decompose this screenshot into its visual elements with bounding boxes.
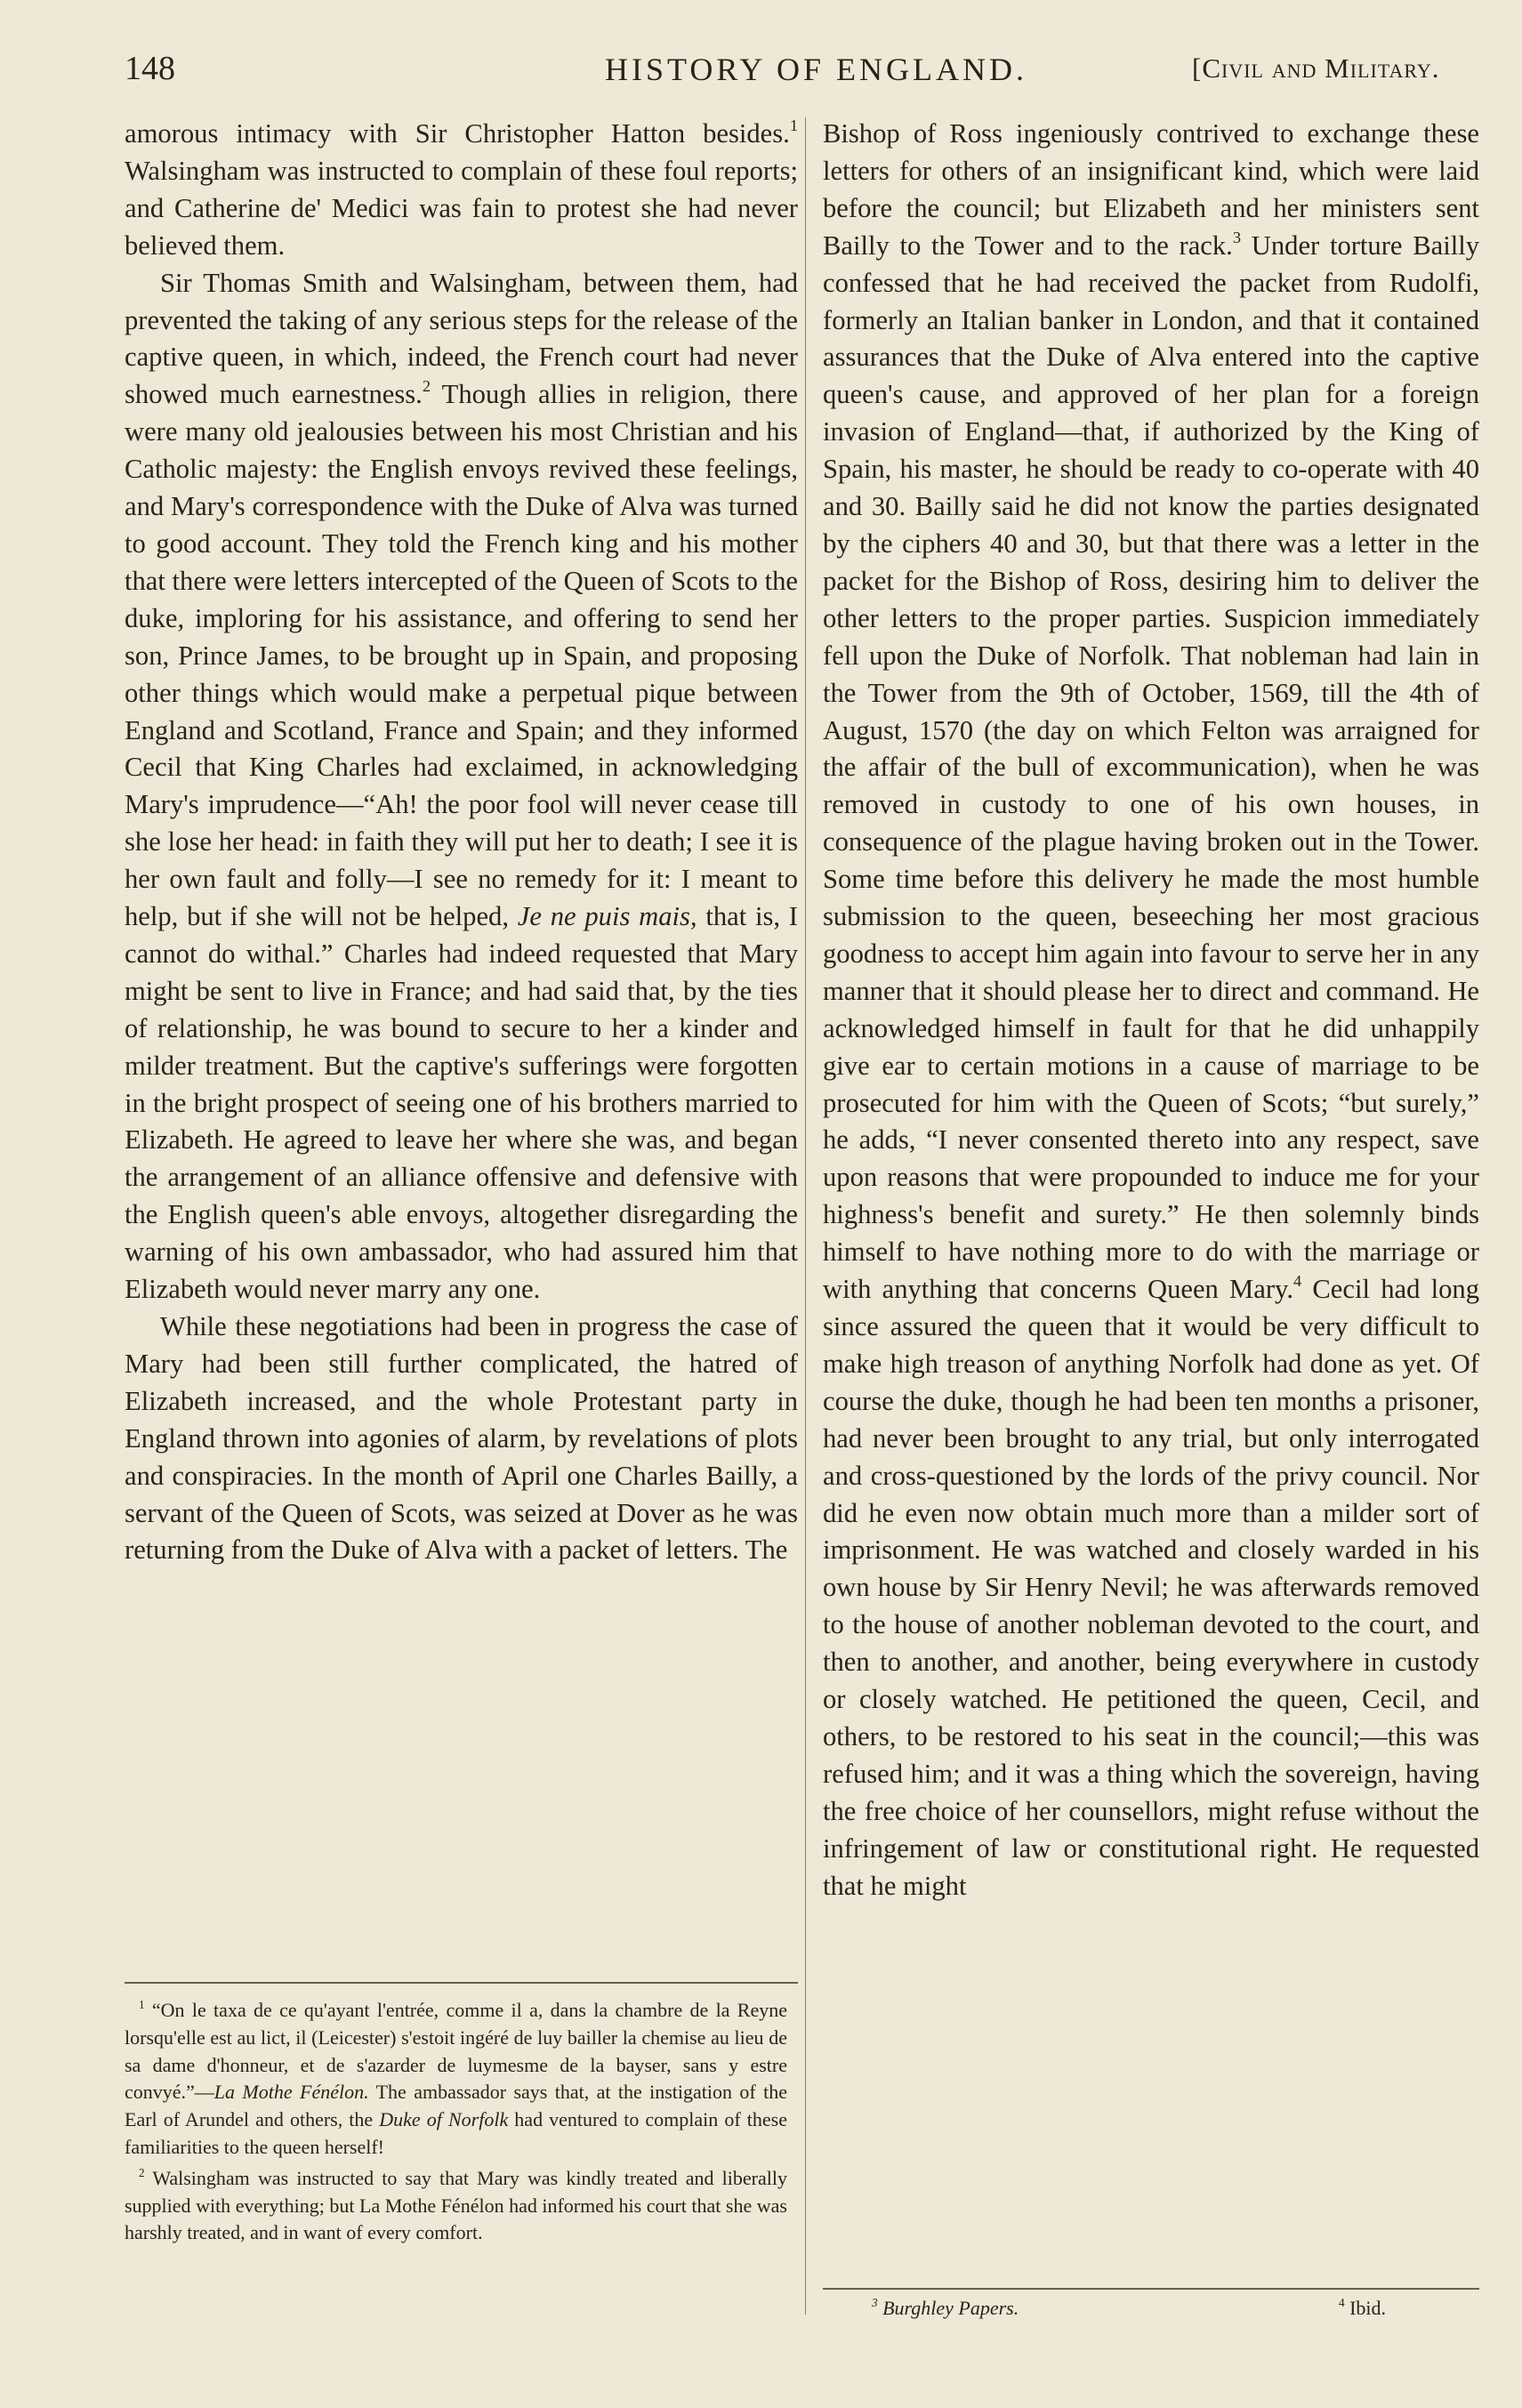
footnote-ref-4[interactable]: 4	[1292, 1272, 1302, 1291]
footnote-3: $^3$ Burghley Papers.	[872, 2295, 1019, 2319]
footnote-1: $^1$ “On le taxa de ce qu'ayant l'entrée, comme il a, dans la chambre de la Reyne lorsqu'elle est au lict, il (Leicester) s'estoit ingéré de luy bailler la chemise au lieu de sa dame d'honneur, et de s'azarder de luymesme de la bayser, sans y estre convyé.”—La Mothe Fénélon. The ambassador says that, at the instigation of the Earl of Arundel and others, the Duke of Norfolk had ventured to complain of these familiarities to the queen herself!	[125, 1997, 787, 2158]
footnote-rule-left	[125, 1982, 798, 1984]
footnote-ref-2[interactable]: 2	[422, 377, 431, 396]
right-paragraph-1: Bishop of Ross ingeniously contrived to exchange these letters for others of an insignificant kind, which were laid before the council; but Elizabeth and her ministers sent Bailly to the Tower and to the rack.$^3$ Under torture Bailly confessed that he had received the packet from Rudolfi, formerly an Italian banker in London, and that it contained assurances that the Duke of Alva entered into the captive queen's cause, and approved of her plan for a foreign invasion of England—that, if authorized by the King of Spain, his master, he should be ready to co-operate with 40 and 30. Bailly said he did not know the parties designated by the ciphers 40 and 30, but that there was a letter in the packet for the Bishop of Ross, desiring him to deliver the other letters to the proper parties. Suspicion immediately fell upon the Duke of Norfolk. That nobleman had lain in the Tower from the 9th of October, 1569, till the 4th of August, 1570 (the day on which Felton was arraigned for the affair of the bull of excommunication), when he was removed in custody to one of his own houses, in consequence of the plague having broken out in the Tower. Some time before this delivery he made the most humble submission to the queen, beseeching her most gracious goodness to accept him again into favour to serve her in any manner that it should please her to direct and command. He acknowledged himself in fault for that he did unhappily give ear to certain motions in a cause of marriage to be prosecuted for him with the Queen of Scots; “but surely,” he adds, “I never consented thereto into any respect, save upon reasons that were propounded to induce me for your highness's benefit and surety.” He then solemnly binds himself to have nothing more to do with the marriage or with anything that concerns Queen Mary.$^4$ Cecil had long since assured the queen that it would be very difficult to make high treason of anything Norfolk had done as yet. Of course the duke, though he had been ten months a prisoner, had never been brought to any trial, but only interrogated and cross-questioned by the lords of the privy council. Nor did he even now obtain much more than a milder sort of imprisonment. He was watched and closely warded in his own house by Sir Henry Nevil; he was afterwards removed to the house of another nobleman devoted to the court, and then to another, and another, being everywhere in custody or closely watched. He petitioned the queen, Cecil, and others, to be restored to his seat in the council;—this was refused him; and it was a thing which the sovereign, having the free choice of her counsellors, might refuse without the infringement of law or constitutional right. He requested that he might	[823, 118, 1479, 1901]
left-column	[125, 116, 798, 1569]
running-title: HISTORY OF ENGLAND.	[605, 52, 1028, 87]
section-heading: [Civil and Military.	[1192, 52, 1440, 84]
footnotes-left	[125, 1997, 787, 2251]
left-paragraph-2: Sir Thomas Smith and Walsingham, between them, had prevented the taking of any serious steps for the release of the captive queen, in which, indeed, the French court had never showed much earnestness.$^2$ Though allies in religion, there were many old jealousies between his most Christian and his Catholic majesty: the English envoys revived these feelings, and Mary's correspondence with the Duke of Alva was turned to good account. They told the French king and his mother that there were letters intercepted of the Queen of Scots to the duke, imploring for his assistance, and offering to send her son, Prince James, to be brought up in Spain, and proposing other things which would make a perpetual pique between England and Scotland, France and Spain; and they informed Cecil that King Charles had exclaimed, in acknowledging Mary's imprudence—“Ah! the poor fool will never cease till she lose her head: in faith they will put her to death; I see it is her own fault and folly—I see no remedy for it: I meant to help, but if she will not be helped, Je ne puis mais, that is, I cannot do withal.” Charles had indeed requested that Mary might be sent to live in France; and had said that, by the ties of relationship, he was bound to secure to her a kinder and milder treatment. But the captive's sufferings were forgotten in the bright prospect of seeing one of his brothers married to Elizabeth. He agreed to leave her where she was, and began the arrangement of an alliance offensive and defensive with the English queen's able envoys, altogether disregarding the warning of his own ambassador, who had assured him that Elizabeth would never marry any one.	[125, 267, 798, 1305]
footnote-rule-right	[823, 2288, 1479, 2290]
footnote-ref-3[interactable]: 3	[1232, 228, 1242, 246]
footnote-4: $^4$ Ibid.	[1339, 2295, 1387, 2319]
footnote-ref-1[interactable]: 1	[789, 117, 798, 135]
french-quote: Je ne puis mais,	[517, 901, 697, 932]
left-paragraph-1: amorous intimacy with Sir Christopher Hatton besides.$^1$ Walsingham was instructed to complain of these foul reports; and Catherine de' Medici was fain to protest she had never believed them.	[125, 117, 798, 261]
page-number: 148	[125, 50, 175, 87]
right-column	[823, 116, 1479, 1905]
running-header	[125, 49, 1477, 93]
left-paragraph-3: While these negotiations had been in progress the case of Mary had been still further complicated, the hatred of Elizabeth increased, and the whole Protestant party in England thrown into agonies of alarm, by revelations of plots and conspiracies. In the month of April one Charles Bailly, a servant of the Queen of Scots, was seized at Dover as he was returning from the Duke of Alva with a packet of letters. The	[125, 1311, 798, 1566]
column-divider	[805, 117, 806, 2315]
footnote-2: $^2$ Walsingham was instructed to say that Mary was kindly treated and liberally supplied with everything; but La Mothe Fénélon had informed his court that she was harshly treated, and in want of every comfort.	[125, 2165, 787, 2244]
